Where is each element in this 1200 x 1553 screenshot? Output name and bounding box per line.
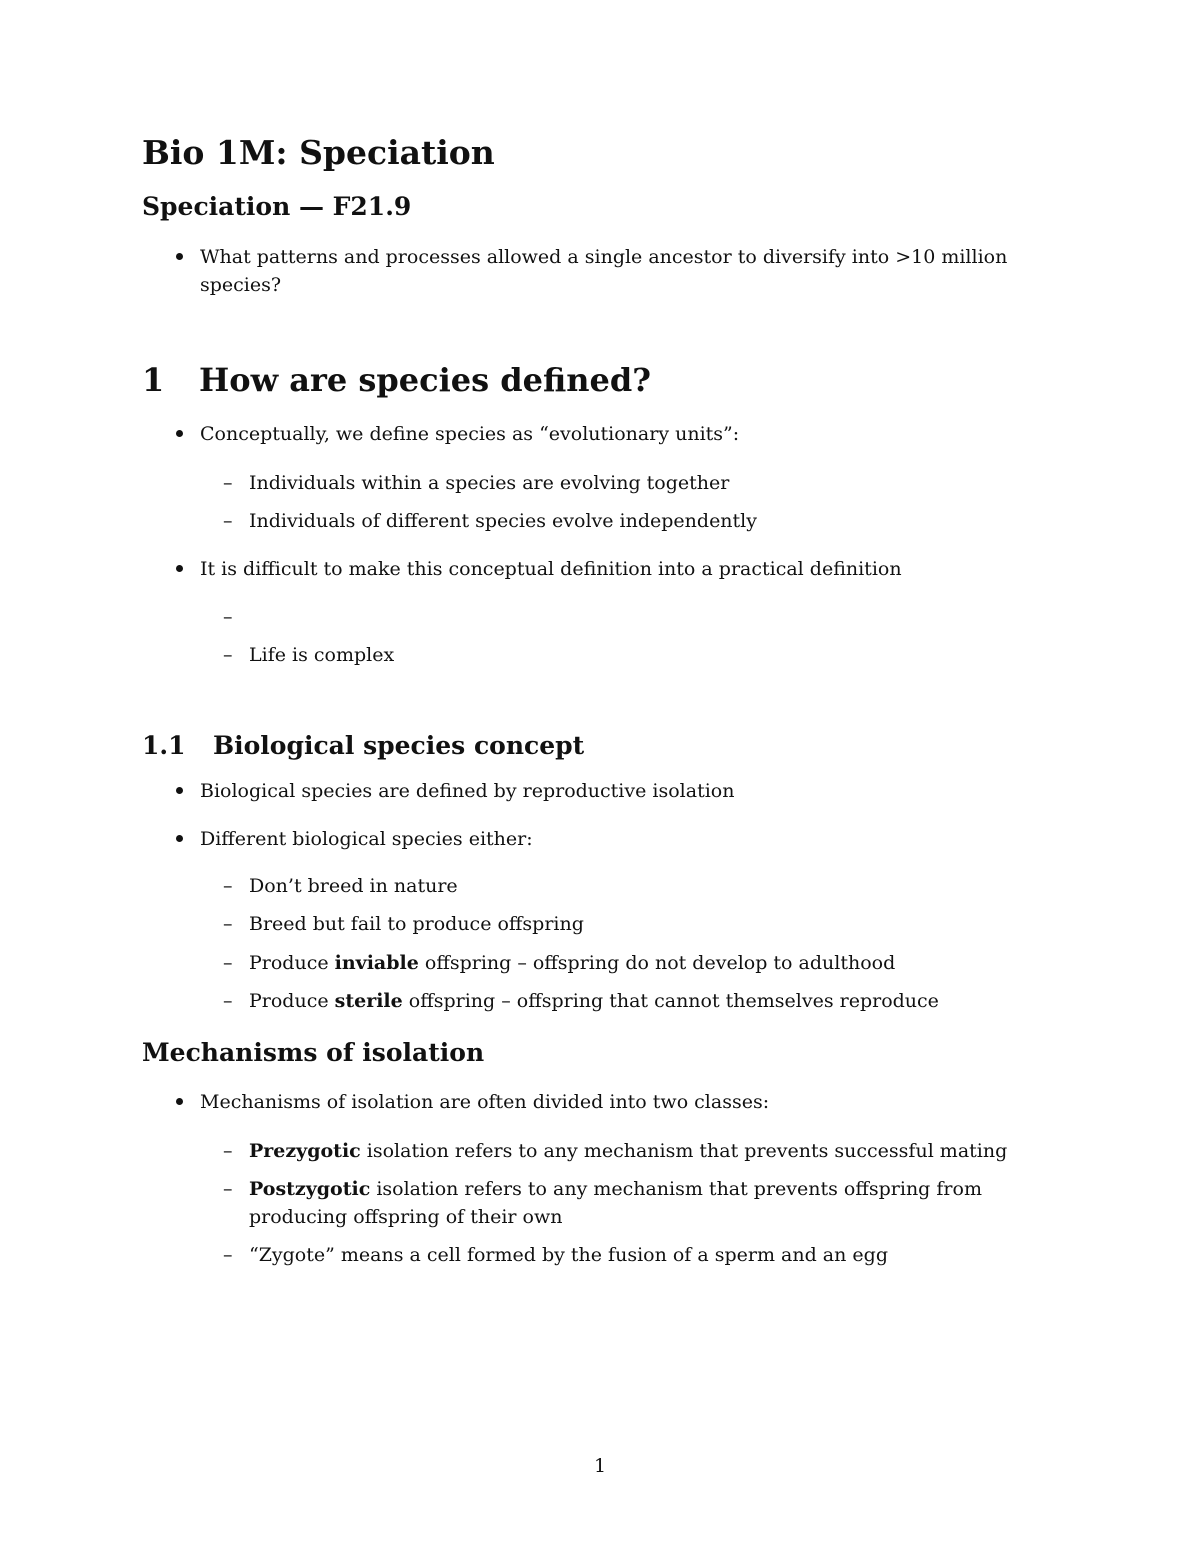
section-1-sub-bullet-2	[223, 507, 1069, 535]
dash-icon: –	[223, 510, 233, 532]
bullet-text: Different biological species either:	[200, 828, 533, 850]
bullet-dot-icon	[176, 430, 183, 437]
dash-icon: –	[223, 472, 233, 494]
dash-icon: –	[223, 1244, 233, 1266]
bullet-dot-icon	[176, 565, 183, 572]
intro-bullet-text: What patterns and processes allowed a single ancestor to diversify into >10 million species?	[200, 246, 1008, 296]
section-1-1-sub-bullet-1	[223, 872, 1069, 900]
bullet-dot-icon	[176, 1098, 183, 1105]
section-1-1-heading	[142, 728, 584, 764]
bullet-text: Biological species are defined by reproductive isolation	[200, 780, 735, 802]
bullet-text: Conceptually, we define species as “evolutionary units”:	[200, 423, 740, 445]
section-1-bullet-1	[200, 420, 1068, 448]
emphasized-term: inviable	[334, 952, 419, 974]
sub-bullet-text: Individuals of different species evolve independently	[249, 510, 757, 532]
mechanisms-sub-bullet-2	[223, 1175, 1069, 1231]
sub-bullet-text	[249, 952, 895, 974]
page-number: 1	[593, 1455, 607, 1477]
dash-icon: –	[223, 606, 233, 628]
sub-bullet-text-part: isolation refers to any mechanism that prevents successful mating	[360, 1140, 1008, 1162]
document-subtitle: Speciation — F21.9	[142, 192, 412, 221]
section-1-1-bullet-2	[200, 825, 1068, 853]
dash-icon: –	[223, 913, 233, 935]
sub-bullet-text: Individuals within a species are evolving together	[249, 472, 730, 494]
section-1-1-sub-bullet-4	[223, 987, 1069, 1015]
sub-bullet-text-part: Produce	[249, 952, 335, 974]
section-1-1-sub-bullet-3	[223, 949, 1069, 977]
section-1-1-sub-bullet-2	[223, 910, 1069, 938]
section-1-heading	[142, 358, 651, 402]
sub-bullet-text: Don’t breed in nature	[249, 875, 458, 897]
dash-icon: –	[223, 990, 233, 1012]
section-1-bullet-2	[200, 555, 1068, 583]
document-title: Bio 1M: Speciation	[142, 133, 495, 172]
section-1-sub-bullet-4	[223, 641, 1069, 669]
bullet-text: Mechanisms of isolation are often divided into two classes:	[200, 1091, 770, 1113]
emphasized-term: Postzygotic	[249, 1178, 371, 1200]
dash-icon: –	[223, 875, 233, 897]
bullet-dot-icon	[176, 835, 183, 842]
sub-bullet-text-part: offspring – offspring do not develop to adulthood	[418, 952, 896, 974]
sub-bullet-text: Breed but fail to produce offspring	[249, 913, 584, 935]
dash-icon: –	[223, 1178, 233, 1200]
bullet-text: It is difficult to make this conceptual definition into a practical definition	[200, 558, 902, 580]
section-1-title: How are species defined?	[199, 361, 652, 399]
sub-bullet-text	[249, 1178, 982, 1228]
bullet-dot-icon	[176, 253, 183, 260]
emphasized-term: Prezygotic	[249, 1140, 361, 1162]
dash-icon: –	[223, 644, 233, 666]
section-1-sub-bullet-1	[223, 469, 1069, 497]
sub-bullet-text	[249, 1140, 1007, 1162]
section-1-1-title: Biological species concept	[213, 731, 585, 760]
sub-bullet-text-part: Produce	[249, 990, 335, 1012]
section-1-number: 1	[142, 361, 165, 399]
mechanisms-sub-bullet-1	[223, 1137, 1069, 1165]
sub-bullet-text	[249, 990, 939, 1012]
bullet-dot-icon	[176, 787, 183, 794]
emphasized-term: sterile	[334, 990, 403, 1012]
mechanisms-bullet-1	[200, 1088, 1068, 1116]
sub-bullet-text-part: offspring – offspring that cannot themselves reproduce	[402, 990, 939, 1012]
section-1-1-number: 1.1	[142, 731, 186, 760]
sub-bullet-text-part: isolation refers to any mechanism that prevents offspring from producing offspring of their own	[249, 1178, 982, 1228]
sub-bullet-text: Life is complex	[249, 644, 395, 666]
dash-icon: –	[223, 952, 233, 974]
intro-bullet	[200, 243, 1068, 299]
mechanisms-heading: Mechanisms of isolation	[142, 1038, 485, 1067]
section-1-1-bullet-1	[200, 777, 1068, 805]
sub-bullet-text: “Zygote” means a cell formed by the fusion of a sperm and an egg	[249, 1244, 888, 1266]
dash-icon: –	[223, 1140, 233, 1162]
mechanisms-sub-bullet-3	[223, 1241, 1069, 1269]
